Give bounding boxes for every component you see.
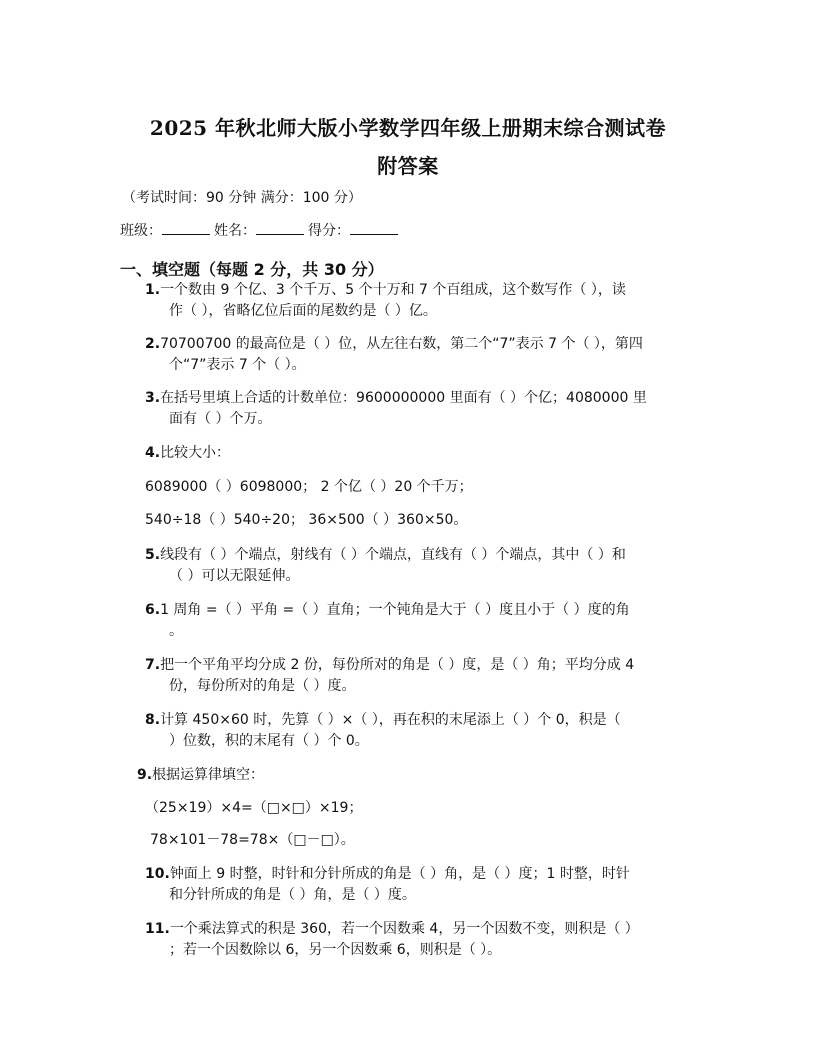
question-text-cont: 个“7”表示 7 个（ ）。: [169, 357, 306, 373]
class-blank[interactable]: [162, 220, 210, 235]
question-number: 9.: [137, 767, 153, 783]
question-number: 4.: [145, 445, 161, 461]
question-text: 1 周角 =（ ）平角 =（ ）直角；一个钝角是大于（ ）度且小于（ ）度的角: [160, 602, 630, 618]
question-text: 一个乘法算式的积是 360，若一个因数乘 4，另一个因数不变，则积是（ ）: [169, 921, 639, 937]
question-5: [145, 545, 626, 587]
student-fields: [120, 220, 402, 242]
question-9: [137, 765, 264, 786]
section-heading: 一、填空题（每题 2 分，共 30 分）: [120, 260, 384, 279]
question-number: 6.: [145, 602, 161, 618]
question-number: 11.: [145, 921, 170, 937]
question-10: [145, 864, 630, 906]
question-text-cont: ）位数，积的末尾有（ ）个 0。: [169, 733, 369, 749]
compare-line-2: 540÷18（ ）540÷20； 36×500（ ）360×50。: [145, 512, 468, 528]
question-11: [145, 919, 639, 961]
score-blank[interactable]: [350, 220, 398, 235]
law-line-1: （25×19）×4=（□×□）×19；: [145, 800, 363, 816]
question-text-cont: 作（ ），省略亿位后面的尾数约是（ ）亿。: [169, 303, 437, 319]
question-6: [145, 600, 630, 642]
question-text: 线段有（ ）个端点，射线有（ ）个端点，直线有（ ）个端点，其中（ ）和: [160, 547, 626, 563]
question-number: 7.: [145, 657, 161, 673]
question-7: [145, 655, 634, 697]
question-number: 5.: [145, 547, 161, 563]
question-number: 1.: [145, 282, 161, 298]
question-3: [145, 388, 647, 430]
question-text: 在括号里填上合适的计数单位：9600000000 里面有（ ）个亿；4080000 里: [160, 390, 647, 406]
question-text-cont: ；若一个因数除以 6，另一个因数乘 6，则积是（ ）。: [169, 942, 502, 958]
question-text-cont: （ ）可以无限延伸。: [169, 568, 300, 584]
question-text: 根据运算律填空：: [152, 767, 265, 783]
question-number: 3.: [145, 390, 161, 406]
page-subtitle: 附答案: [377, 154, 439, 178]
question-1: [145, 280, 626, 322]
question-text: 70700700 的最高位是（ ）位，从左往右数，第二个“7”表示 7 个（ ），第四: [160, 336, 643, 352]
question-text-cont: 。: [169, 623, 183, 639]
question-text: 比较大小：: [160, 445, 231, 461]
question-number: 2.: [145, 336, 161, 352]
question-number: 8.: [145, 712, 161, 728]
exam-info: （考试时间：90 分钟 满分：100 分）: [122, 190, 362, 206]
question-2: [145, 334, 643, 376]
compare-line-1: 6089000（ ）6098000； 2 个亿（ ）20 个千万；: [145, 479, 473, 495]
question-text-cont: 和分针所成的角是（ ）角，是（ ）度。: [169, 887, 416, 903]
name-blank[interactable]: [256, 220, 304, 235]
question-number: 10.: [145, 866, 170, 882]
law-line-2: 78×101－78=78×（□－□）。: [150, 832, 355, 848]
page-title: 2025 年秋北师大版小学数学四年级上册期末综合测试卷: [149, 116, 667, 140]
question-4: [145, 443, 230, 464]
question-text-cont: 面有（ ）个万。: [169, 411, 272, 427]
name-label: 姓名：: [214, 223, 256, 239]
score-label: 得分：: [308, 223, 350, 239]
question-8: [145, 710, 621, 752]
question-text: 把一个平角平均分成 2 份，每份所对的角是（ ）度，是（ ）角；平均分成 4: [160, 657, 635, 673]
question-text-cont: 份，每份所对的角是（ ）度。: [169, 678, 356, 694]
class-label: 班级：: [120, 223, 162, 239]
question-text: 计算 450×60 时，先算（ ）×（ ），再在积的末尾添上（ ）个 0，积是（: [160, 712, 621, 728]
question-text: 一个数由 9 个亿、3 个千万、5 个十万和 7 个百组成，这个数写作（ ），读: [160, 282, 626, 298]
question-text: 钟面上 9 时整，时针和分针所成的角是（ ）角，是（ ）度；1 时整，时针: [169, 866, 630, 882]
